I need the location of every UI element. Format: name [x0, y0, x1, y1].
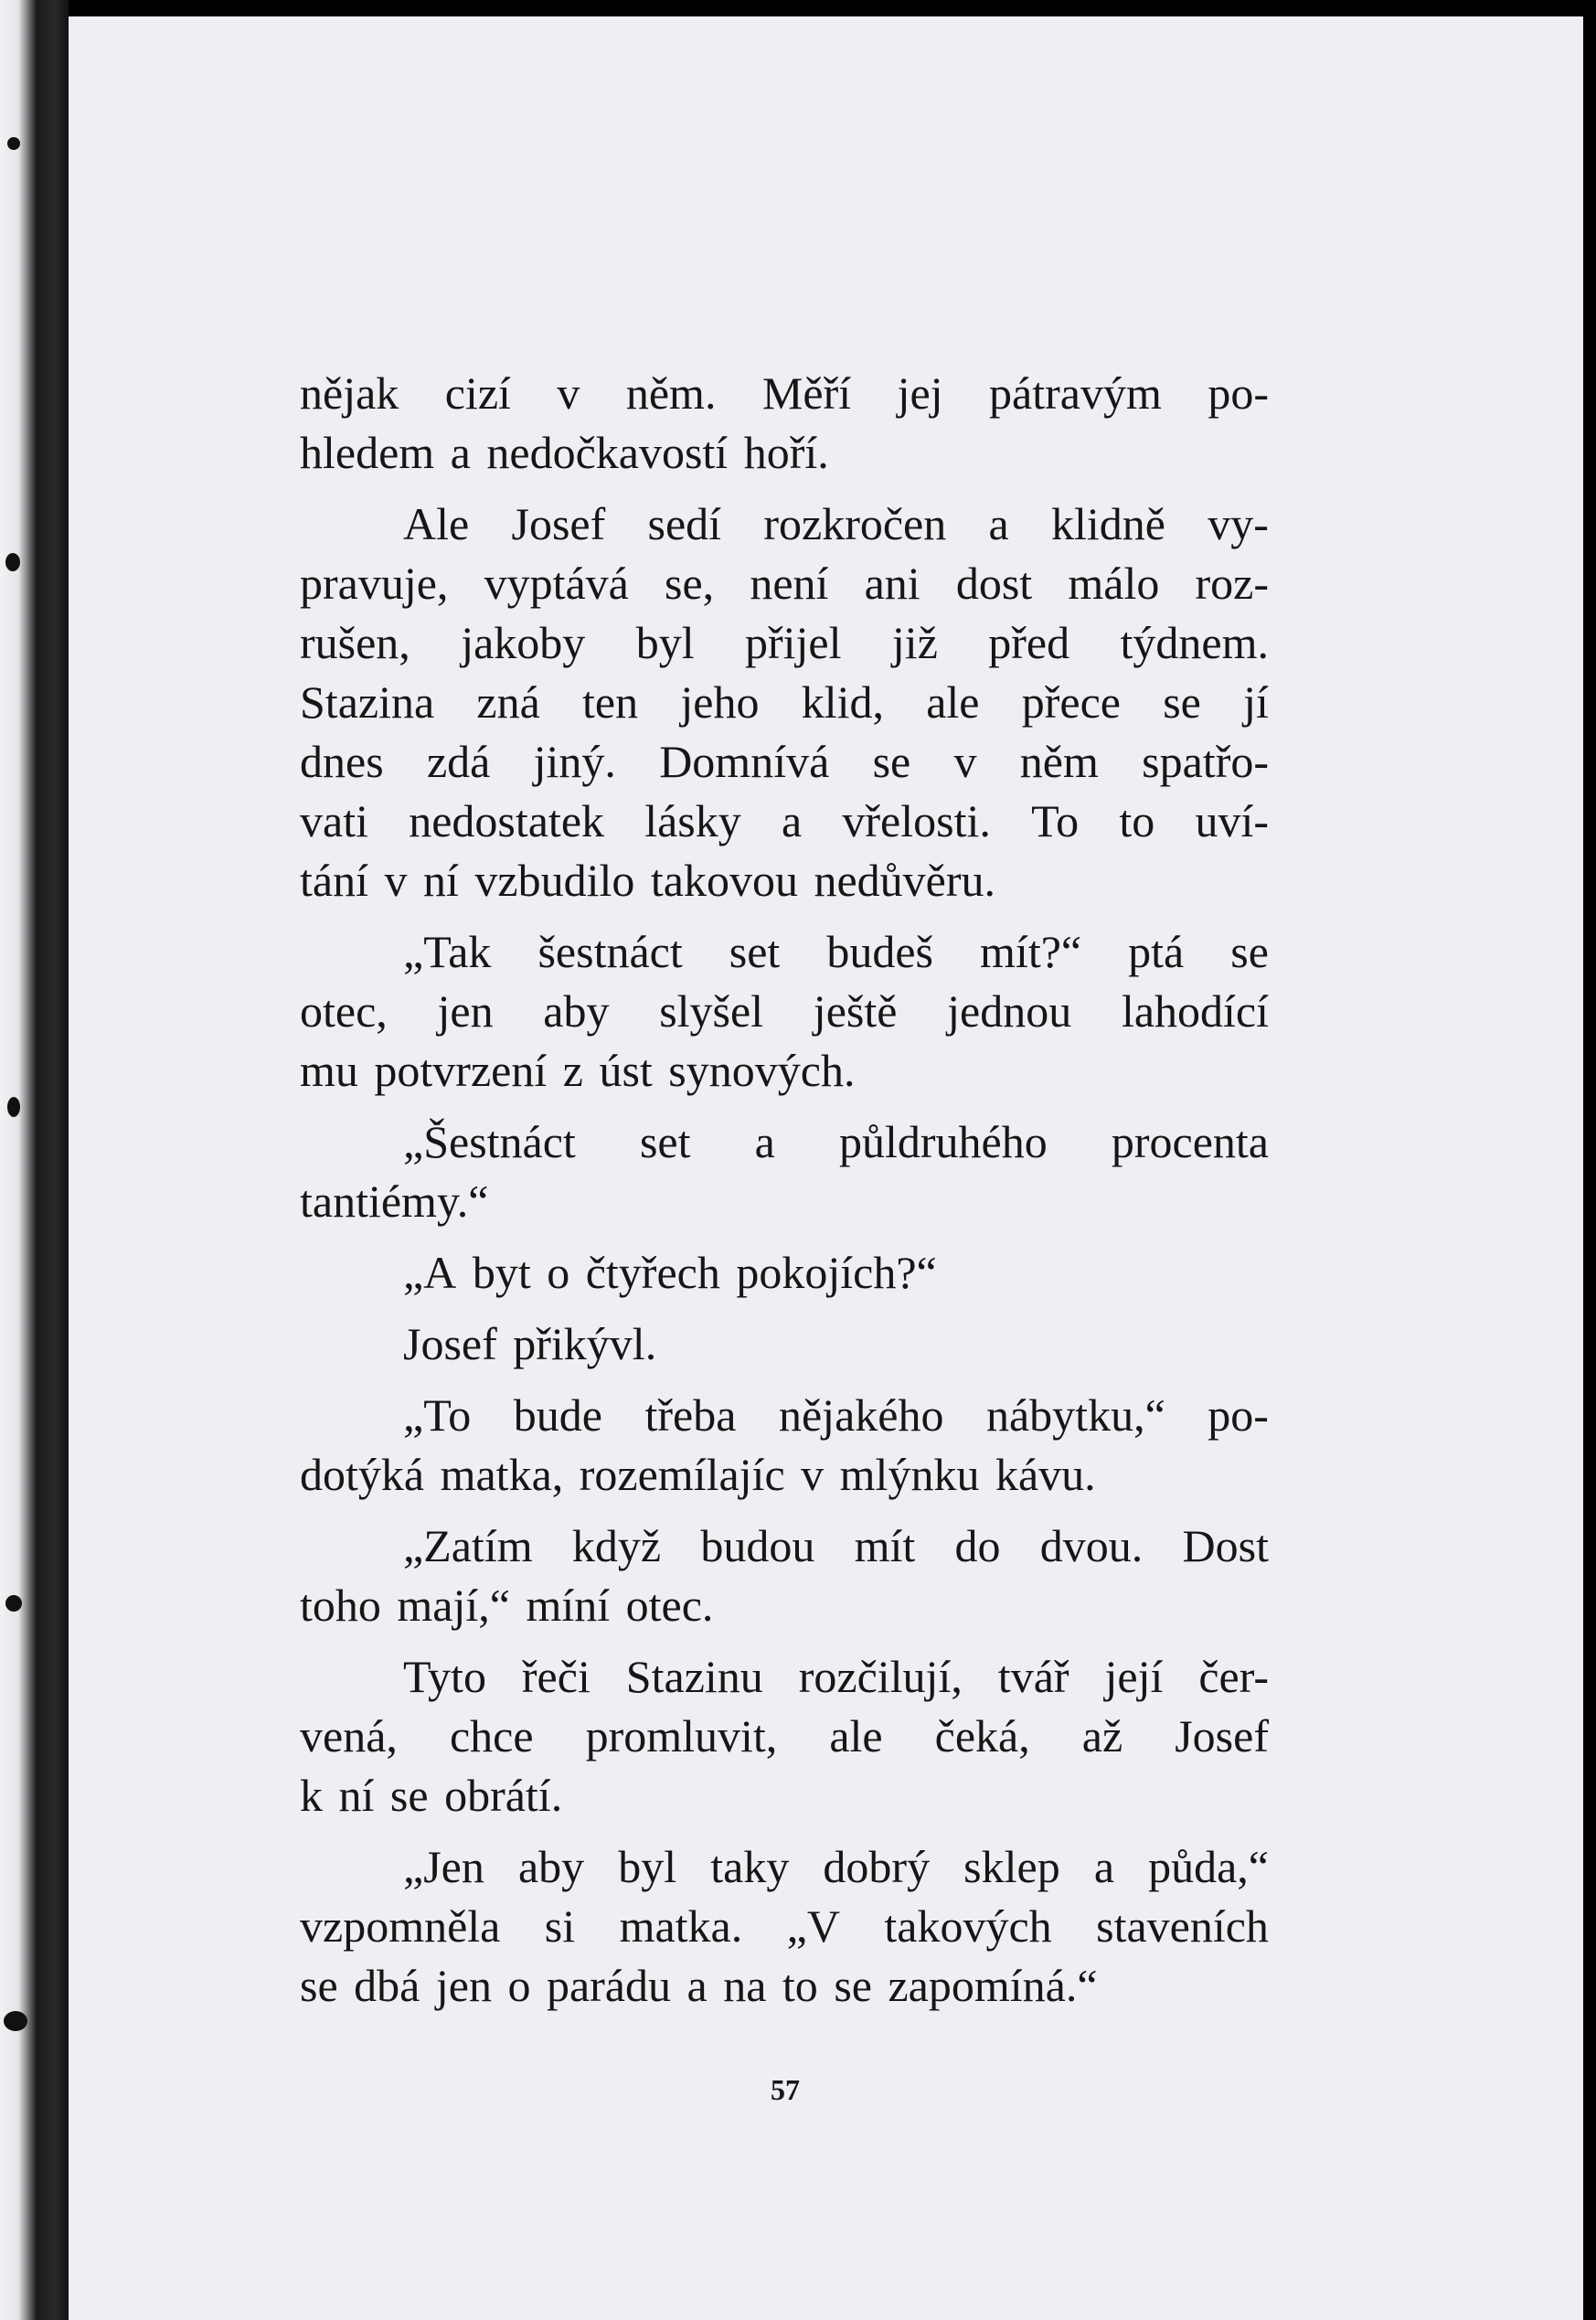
- text-line: otec, jen aby slyšel ještě jednou lahodící: [300, 985, 1269, 1037]
- text-line: toho mají,“ míní otec.: [300, 1580, 714, 1631]
- text-line: dnes zdá jiný. Domnívá se v něm spatřo-: [300, 736, 1269, 787]
- text-line: „Tak šestnáct set budeš mít?“ ptá se: [403, 926, 1269, 977]
- ink-speck: [5, 553, 20, 571]
- text-line: hledem a nedočkavostí hoří.: [300, 427, 829, 478]
- text-line: vzpomněla si matka. „V takových staveních: [300, 1900, 1269, 1952]
- text-line: „A byt o čtyřech pokojích?“: [403, 1247, 937, 1298]
- body-text: [300, 364, 1269, 2016]
- book-binding: [0, 0, 69, 2320]
- text-line: dotýká matka, rozemílajíc v mlýnku kávu.: [300, 1449, 1096, 1500]
- scan-top-edge: [0, 0, 1596, 16]
- text-line: vati nedostatek lásky a vřelosti. To to uví-: [300, 795, 1269, 846]
- text-line: Tyto řeči Stazinu rozčilují, tvář její čer-: [403, 1651, 1269, 1702]
- text-line: k ní se obrátí.: [300, 1770, 563, 1821]
- page-number: 57: [771, 2073, 800, 2106]
- text-line: Josef přikývl.: [403, 1318, 657, 1369]
- ink-speck: [7, 137, 20, 150]
- text-line: tantiémy.“: [300, 1176, 489, 1227]
- text-line: rušen, jakoby byl přijel již před týdnem.: [300, 617, 1269, 668]
- text-line: Stazina zná ten jeho klid, ale přece se jí: [300, 676, 1269, 728]
- text-line: mu potvrzení z úst synových.: [300, 1045, 856, 1096]
- ink-speck: [4, 2011, 27, 2031]
- text-line: „Zatím když budou mít do dvou. Dost: [403, 1520, 1269, 1571]
- text-line: Ale Josef sedí rozkročen a klidně vy-: [403, 498, 1269, 549]
- text-line: tání v ní vzbudilo takovou nedůvěru.: [300, 855, 996, 906]
- text-line: „Jen aby byl taky dobrý sklep a půda,“: [403, 1841, 1269, 1892]
- ink-speck: [7, 1097, 20, 1117]
- text-line: pravuje, vyptává se, není ani dost málo roz-: [300, 558, 1269, 609]
- scan-right-edge: [1583, 0, 1596, 2320]
- text-line: vená, chce promluvit, ale čeká, až Josef: [300, 1710, 1269, 1761]
- text-line: „Šestnáct set a půldruhého procenta: [403, 1116, 1269, 1167]
- text-line: „To bude třeba nějakého nábytku,“ po-: [403, 1389, 1269, 1441]
- text-line: se dbá jen o parádu a na to se zapomíná.“: [300, 1960, 1098, 2011]
- ink-speck: [5, 1595, 22, 1612]
- text-line: nějak cizí v něm. Měří jej pátravým po-: [300, 367, 1269, 419]
